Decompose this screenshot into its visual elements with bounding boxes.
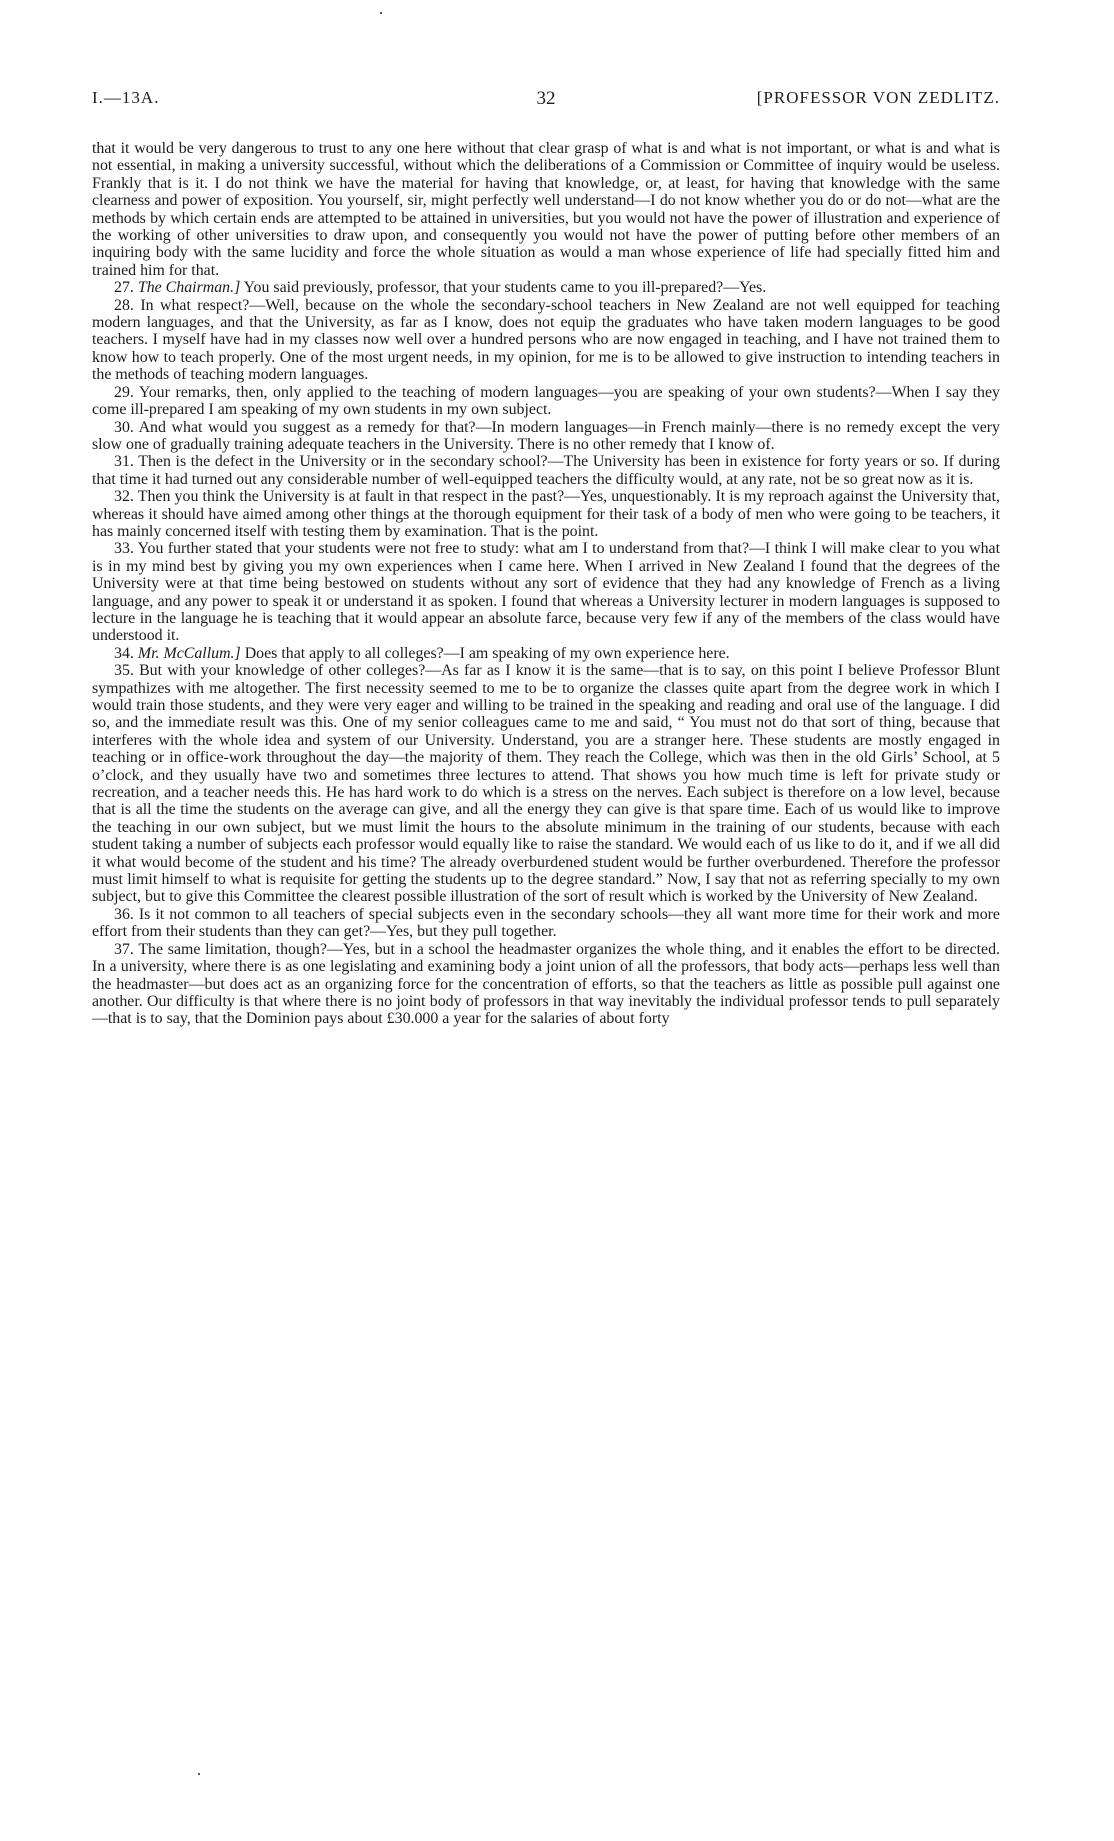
question-27: 27. The Chairman.] You said previously, professor, that your students came to you ill-prepared?—Yes. <box>114 279 767 297</box>
question-36: 36. Is it not common to all teachers of special subjects even in the secondary schools—they all want more time for their work and more effort from their students than they can get?—Yes, but they pull together. <box>92 905 1000 941</box>
scan-mark-bottom <box>198 1773 200 1775</box>
question-34: 34. Mr. McCallum.] Does that apply to all colleges?—I am speaking of my own experience here. <box>114 644 730 662</box>
question-31: 31. Then is the defect in the University or in the secondary school?—The University has been in existence for forty years or so. If during that time it had turned out any considerable number of well-equipped teachers the difficulty would, at any rate, not be so great now as it is. <box>92 453 1000 488</box>
question-30: 30. And what would you suggest as a remedy for that?—In modern languages—in French mainly—there is no remedy except the very slow one of gradually training adequate teachers in the University. There is no other remedy that I know of. <box>92 418 1000 453</box>
question-28: 28. In what respect?—Well, because on the whole the secondary-school teachers in New Zealand are not well equipped for teaching modern languages, and that the University, as far as I know, does not equip the graduates who have taken modern languages to be good teachers. I myself have had in my classes now well over a hundred persons who are now engaged in teaching, and I have not trained them to know how to teach properly. One of the most urgent needs, in my opinion, for me is to be allowed to give instruction to intending teachers in the methods of teaching modern languages. <box>92 296 1000 384</box>
speaker-label: The Chairman.] <box>137 279 241 297</box>
question-32: 32. Then you think the University is at fault in that respect in the past?—Yes, unquestionably. It is my reproach against the University that, whereas it should have aimed among other things at the thorough equipment for their task of a body of men who were going to be teachers, it has mainly concerned itself with testing them by examination. That is the point. <box>92 488 1001 540</box>
running-head: [PROFESSOR VON ZEDLITZ. <box>756 88 1000 107</box>
speaker-label: Mr. McCallum.] <box>137 644 241 662</box>
page-number: 32 <box>536 88 556 109</box>
evidence-text <box>92 140 1000 1028</box>
paragraph-continuation: that it would be very dangerous to trust to any one here without that clear grasp of what is and what is not important, or what is and what is not essential, in making a university successful, without which the deliberations of a Commission or Committee of inquiry would be useless. Frankly that is it. I do not think we have the material for having that knowledge, or, at least, for having that knowledge with the same clearness and power of exposition. You yourself, sir, might perfectly well understand—I do not know whether you do or do not—what are the methods by which certain ends are attempted to be attained in universities, but you would not have the power of illustration and experience of the working of other universities to draw upon, and consequently you would not have the power of putting before other members of an inquiring body with the same lucidity and force the whole situation as would a man whose experience of life had specially fitted him and trained him for that. <box>92 140 1000 279</box>
question-29: 29. Your remarks, then, only applied to the teaching of modern languages—you are speaking of your own students?—When I say they come ill-prepared I am speaking of my own students in my own subject. <box>92 383 1000 419</box>
page-header <box>92 88 1000 118</box>
scan-mark-top <box>380 12 382 14</box>
question-37: 37. The same limitation, though?—Yes, but in a school the headmaster organizes the whole thing, and it enables the effort to be directed. In a university, where there is as one legislating and examining body a joint union of all the professors, that body acts—perhaps less well than the headmaster—but does act as an organizing force for the concentration of efforts, so that the teachers as little as possible pull against one another. Our difficulty is that where there is no joint body of professors in that way inevitably the individual professor tends to pull separately—that is to say, that the Dominion pays about £30.000 a year for the salaries of about forty <box>92 940 1001 1028</box>
document-page <box>92 88 1000 1028</box>
question-33: 33. You further stated that your students were not free to study: what am I to understand from that?—I think I will make clear to you what is in my mind best by giving you my own experiences when I came here. When I arrived in New Zealand I found that the degrees of the University were at that time being bestowed on students without any sort of evidence that they had any knowledge of French as a living language, and any power to speak it or understand it as spoken. I found that whereas a University lecturer in modern languages is supposed to lecture in the language he is teaching that it would appear an absolute farce, because very few if any of the members of the class would have understood it. <box>92 540 1000 645</box>
question-35: 35. But with your knowledge of other colleges?—As far as I know it is the same—that is to say, on this point I believe Professor Blunt sympathizes with me altogether. The first necessity seemed to me to be to organize the classes quite apart from the degree work in which I would train those students, and they were very eager and willing to be trained in the speaking and reading and oral use of the language. I did so, and the immediate result was this. One of my senior colleagues came to me and said, “ You must not do that sort of thing, because that interferes with the whole idea and system of our University. Understand, you are a stranger here. These students are mostly engaged in teaching or in office-work throughout the day—the majority of them. They reach the College, which was then in the old Girls’ School, at 5 o’clock, and they usually have two and sometimes three lectures to attend. That shows you how much time is left for private study or recreation, and a teacher needs this. He has hard work to do which is a stress on the nerves. Each subject is therefore on a low level, because that is all the time the students on the average can give, and all the energy they can give is that spare time. Each of us would like to improve the teaching in our own subject, but we must limit the hours to the absolute minimum in the training of our students, because with each student taking a number of subjects each professor would equally like to raise the standard. We would each of us like to do it, and if we all did it what would become of the student and his time? The already overburdened student would be further overburdened. Therefore the professor must limit himself to what is requisite for getting the students up to the degree standard.” Now, I say that not as referring specially to my own subject, but to give this Committee the clearest possible illustration of the sort of result which is worked by the University of New Zealand. <box>92 662 1000 906</box>
paper-reference: I.—13A. <box>92 88 160 107</box>
